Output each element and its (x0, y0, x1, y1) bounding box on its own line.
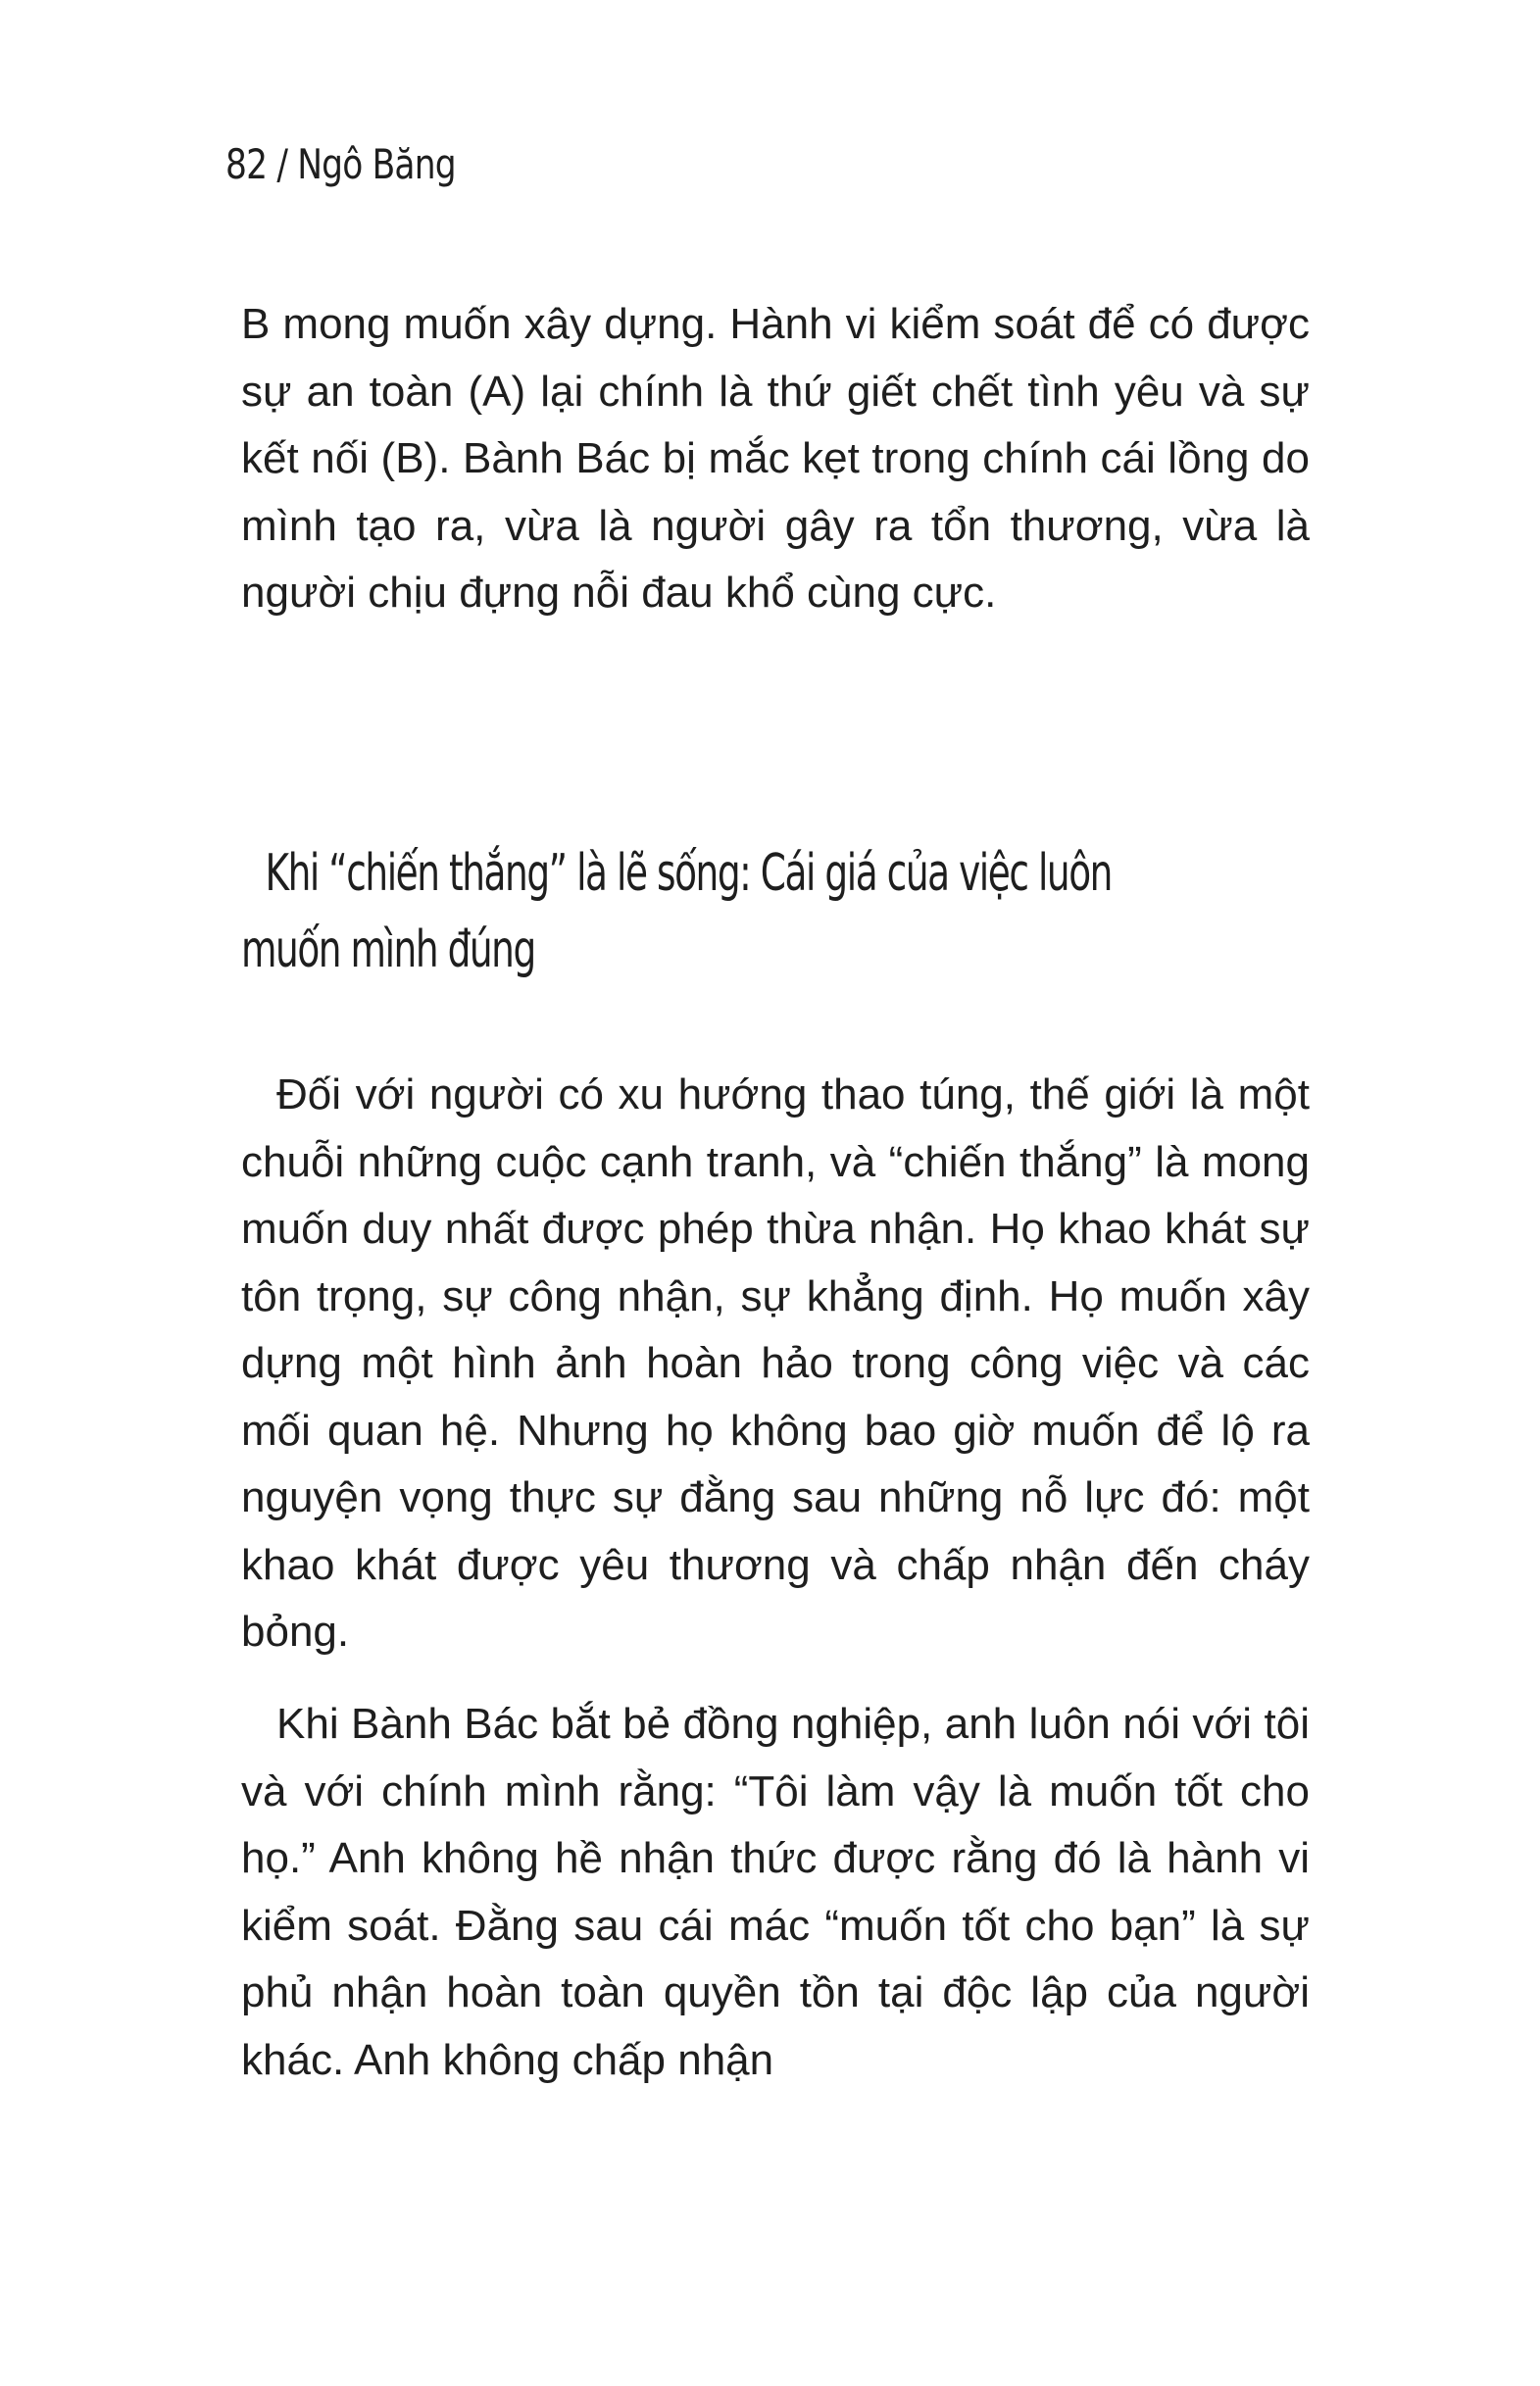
paragraph-section-1: Đối với người có xu hướng thao túng, thế giới là một chuỗi những cuộc cạnh tranh, và “chiến thắng” là mong muốn duy nhất được phép thừa nhận. Họ khao khát sự tôn trọng, sự công nhận, sự khẳng định. Họ muốn xây dựng một hình ảnh hoàn hảo trong công việc và các mối quan hệ. Nhưng họ không bao giờ muốn để lộ ra nguyện vọng thực sự đằng sau những nỗ lực đó: một khao khát được yêu thương và chấp nhận đến cháy bỏng. (241, 1070, 1310, 1656)
header-separator: / (267, 140, 298, 188)
running-header (225, 135, 456, 194)
section-heading: Khi “chiến thắng” là lẽ sống: Cái giá của việc luôn muốn mình đúng (241, 844, 1112, 979)
page-number: 82 (225, 140, 268, 188)
paragraph-section-2: Khi Bành Bác bắt bẻ đồng nghiệp, anh luôn nói với tôi và với chính mình rằng: “Tôi làm vậy là muốn tốt cho họ.” Anh không hề nhận thức được rằng đó là hành vi kiểm soát. Đằng sau cái mác “muốn tốt cho bạn” là sự phủ nhận hoàn toàn quyền tồn tại độc lập của người khác. Anh không chấp nhận (241, 1700, 1310, 2084)
paragraph-continuation: B mong muốn xây dựng. Hành vi kiểm soát để có được sự an toàn (A) lại chính là thứ giết chết tình yêu và sự kết nối (B). Bành Bác bị mắc kẹt trong chính cái lồng do mình tạo ra, vừa là người gây ra tổn thương, vừa là người chịu đựng nỗi đau khổ cùng cực. (241, 300, 1310, 617)
author-name: Ngô Băng (297, 140, 456, 188)
